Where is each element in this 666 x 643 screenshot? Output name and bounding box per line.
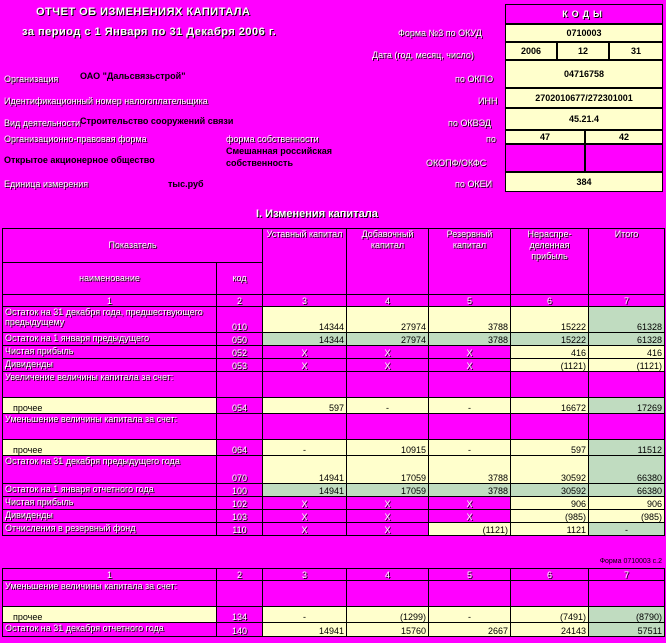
unit-value: тыс.руб: [168, 179, 204, 189]
org-label: Организация: [4, 74, 59, 84]
cell: 27974: [347, 307, 429, 333]
cell: (985): [589, 510, 665, 523]
empty-cell: [263, 372, 347, 398]
cell: 3788: [429, 333, 511, 346]
header-name: наименование: [3, 263, 217, 295]
empty-cell: [589, 581, 665, 607]
cell: X: [429, 497, 511, 510]
cell: 66380: [589, 456, 665, 484]
cell: 906: [589, 497, 665, 510]
row-code: 052: [217, 346, 263, 359]
cell: 3788: [429, 307, 511, 333]
cell: 66380: [589, 484, 665, 497]
cell: (1121): [589, 359, 665, 372]
inn-label: Идентификационный номер налогоплательщика: [4, 96, 208, 106]
report-title: ОТЧЕТ ОБ ИЗМЕНЕНИЯХ КАПИТАЛА: [36, 6, 251, 18]
empty-cell: [217, 414, 263, 440]
row-code: 053: [217, 359, 263, 372]
row-code: 010: [217, 307, 263, 333]
table-row: [3, 510, 665, 523]
cell: 3788: [429, 456, 511, 484]
table-row: [3, 497, 665, 510]
row-name: Остаток на 1 января отчетного года: [3, 484, 217, 497]
table-row: [3, 456, 665, 484]
row-name: Дивиденды: [3, 510, 217, 523]
row-code: 140: [217, 623, 263, 637]
row-name: Остаток на 1 января предыдущего: [3, 333, 217, 346]
cell: X: [347, 497, 429, 510]
cell: -: [429, 398, 511, 414]
table-row: [3, 333, 665, 346]
org-value: ОАО "Дальсвязьстрой": [80, 71, 186, 81]
cell: X: [429, 510, 511, 523]
cell: 30592: [511, 484, 589, 497]
table-row: [3, 623, 665, 637]
colnum: 4: [347, 569, 429, 581]
row-code: 134: [217, 607, 263, 623]
cell: 14941: [263, 484, 347, 497]
row-code: 103: [217, 510, 263, 523]
colnum: 1: [3, 295, 217, 307]
empty-cell: [263, 581, 347, 607]
header-retained-earnings: Нераспре-деленная прибыль: [511, 229, 589, 295]
cell: 17059: [347, 456, 429, 484]
cell: 416: [511, 346, 589, 359]
date-year: 2006: [505, 42, 557, 60]
cell: X: [347, 510, 429, 523]
cell: (1299): [347, 607, 429, 623]
date-day: 31: [609, 42, 663, 60]
cell: X: [347, 346, 429, 359]
row-name: прочее: [3, 398, 217, 414]
cell: 14941: [263, 623, 347, 637]
okei-label: по ОКЕИ: [455, 179, 493, 189]
cell: 15760: [347, 623, 429, 637]
cell: -: [263, 440, 347, 456]
row-name: прочее: [3, 440, 217, 456]
cell: 61328: [589, 333, 665, 346]
cell: 17059: [347, 484, 429, 497]
cell: 30592: [511, 456, 589, 484]
cell: 1121: [511, 523, 589, 536]
table-row: [3, 440, 665, 456]
capital-changes-table-page2: [2, 568, 665, 637]
okud-value: 0710003: [505, 24, 663, 42]
empty-cell: [589, 372, 665, 398]
cell: 16672: [511, 398, 589, 414]
unit-label: Единица измерения: [4, 179, 89, 189]
okved-label: по ОКВЭД: [448, 118, 491, 128]
legal-form-value: Открытое акционерное общество: [4, 155, 155, 165]
cell: (1121): [511, 359, 589, 372]
cell: 14941: [263, 456, 347, 484]
header-indicator: Показатель: [3, 229, 263, 263]
ofs-value: 42: [585, 130, 663, 144]
inn-value: 2702010677/272301001: [505, 88, 663, 108]
cell: 14344: [263, 333, 347, 346]
cell: 2667: [429, 623, 511, 637]
row-code: 110: [217, 523, 263, 536]
cell: X: [263, 523, 347, 536]
table-row: [3, 398, 665, 414]
header-total: Итого: [589, 229, 665, 295]
activity-value: Строительство сооружений связи: [80, 116, 234, 126]
colnum: 3: [263, 569, 347, 581]
empty-cell: [217, 581, 263, 607]
cell: 597: [511, 440, 589, 456]
colnum: 4: [347, 295, 429, 307]
opf-box: [505, 144, 585, 172]
table-row: [3, 523, 665, 536]
okpo-label: по ОКПО: [455, 74, 494, 84]
table-row: [3, 307, 665, 333]
empty-cell: [217, 372, 263, 398]
cell: -: [589, 523, 665, 536]
empty-cell: [511, 581, 589, 607]
inn-short: ИНН: [478, 96, 498, 106]
empty-cell: [511, 372, 589, 398]
okei-value: 384: [505, 172, 663, 192]
row-name: Чистая прибыль: [3, 346, 217, 359]
cell: 3788: [429, 484, 511, 497]
cell: 17269: [589, 398, 665, 414]
colnum: 2: [217, 569, 263, 581]
cell: 906: [511, 497, 589, 510]
colnum: 2: [217, 295, 263, 307]
colnum: 5: [429, 295, 511, 307]
cell: (985): [511, 510, 589, 523]
cell: X: [263, 510, 347, 523]
capital-changes-table: [2, 228, 665, 536]
cell: X: [263, 346, 347, 359]
colnum: 7: [589, 295, 665, 307]
row-name: Остаток на 31 декабря года, предшествующего предыдущему: [3, 307, 217, 333]
header-charter-capital: Уставный капитал: [263, 229, 347, 295]
row-name: Дивиденды: [3, 359, 217, 372]
cell: 597: [263, 398, 347, 414]
empty-cell: [347, 581, 429, 607]
colnum: 7: [589, 569, 665, 581]
okved-value: 45.21.4: [505, 108, 663, 130]
okpo-value: 04716758: [505, 60, 663, 88]
cell: 10915: [347, 440, 429, 456]
row-name: прочее: [3, 607, 217, 623]
ownership-label: форма собственности: [226, 134, 319, 144]
cell: -: [429, 607, 511, 623]
cell: -: [263, 607, 347, 623]
cell: 416: [589, 346, 665, 359]
colnum: 1: [3, 569, 217, 581]
row-code: 050: [217, 333, 263, 346]
cell: (1121): [429, 523, 511, 536]
empty-cell: [347, 372, 429, 398]
colnum: 6: [511, 295, 589, 307]
cell: 15222: [511, 307, 589, 333]
po-label: по: [486, 134, 496, 144]
colnum: 5: [429, 569, 511, 581]
cell: X: [429, 346, 511, 359]
cell: X: [429, 359, 511, 372]
table-row: [3, 372, 665, 398]
cell: 27974: [347, 333, 429, 346]
colnum: 6: [511, 569, 589, 581]
report-period: за период с 1 Января по 31 Декабря 2006 г.: [22, 26, 277, 38]
header-additional-capital: Добавочный капитал: [347, 229, 429, 295]
empty-cell: [511, 414, 589, 440]
row-code: 064: [217, 440, 263, 456]
empty-cell: [347, 414, 429, 440]
table-row: [3, 581, 665, 607]
empty-cell: [429, 581, 511, 607]
okud-label: Форма №3 по ОКУД: [398, 28, 482, 38]
row-name: Уменьшение величины капитала за счет:: [3, 581, 217, 607]
row-name: Увеличение величины капитала за счет:: [3, 372, 217, 398]
cell: 57511: [589, 623, 665, 637]
cell: X: [347, 359, 429, 372]
header-reserve-capital: Резервный капитал: [429, 229, 511, 295]
row-code: 070: [217, 456, 263, 484]
cell: X: [347, 523, 429, 536]
header-code: код: [217, 263, 263, 295]
cell: -: [347, 398, 429, 414]
cell: 24143: [511, 623, 589, 637]
legal-form-label: Организационно-правовая форма: [4, 134, 147, 144]
date-month: 12: [557, 42, 609, 60]
form-note: Форма 0710003 с.2: [599, 558, 662, 565]
row-name: Чистая прибыль: [3, 497, 217, 510]
cell: X: [263, 359, 347, 372]
opf-value: 47: [505, 130, 585, 144]
empty-cell: [589, 414, 665, 440]
table-row: [3, 484, 665, 497]
cell: X: [263, 497, 347, 510]
cell: (8790): [589, 607, 665, 623]
date-label: Дата (год, месяц, число): [372, 50, 474, 60]
table-row: [3, 414, 665, 440]
table-row: [3, 607, 665, 623]
ownership-value: Смешанная российская собственность: [226, 146, 333, 168]
row-name: Уменьшение величины капитала за счет:: [3, 414, 217, 440]
row-name: Отчисления в резервный фонд: [3, 523, 217, 536]
cell: 61328: [589, 307, 665, 333]
codes-header: КОДЫ: [505, 4, 663, 24]
row-code: 102: [217, 497, 263, 510]
colnum: 3: [263, 295, 347, 307]
cell: (7491): [511, 607, 589, 623]
empty-cell: [263, 414, 347, 440]
row-name: Остаток на 31 декабря предыдущего года: [3, 456, 217, 484]
cell: 14344: [263, 307, 347, 333]
cell: 11512: [589, 440, 665, 456]
row-code: 054: [217, 398, 263, 414]
row-name: Остаток на 31 декабря отчетного года: [3, 623, 217, 637]
cell: 15222: [511, 333, 589, 346]
ofs-box: [585, 144, 663, 172]
activity-label: Вид деятельности: [4, 118, 81, 128]
row-code: 100: [217, 484, 263, 497]
empty-cell: [429, 414, 511, 440]
okopf-label: ОКОПФ/ОКФС: [426, 158, 487, 168]
table-row: [3, 359, 665, 372]
cell: -: [429, 440, 511, 456]
empty-cell: [429, 372, 511, 398]
table-row: [3, 346, 665, 359]
section-title: I. Изменения капитала: [256, 208, 378, 220]
